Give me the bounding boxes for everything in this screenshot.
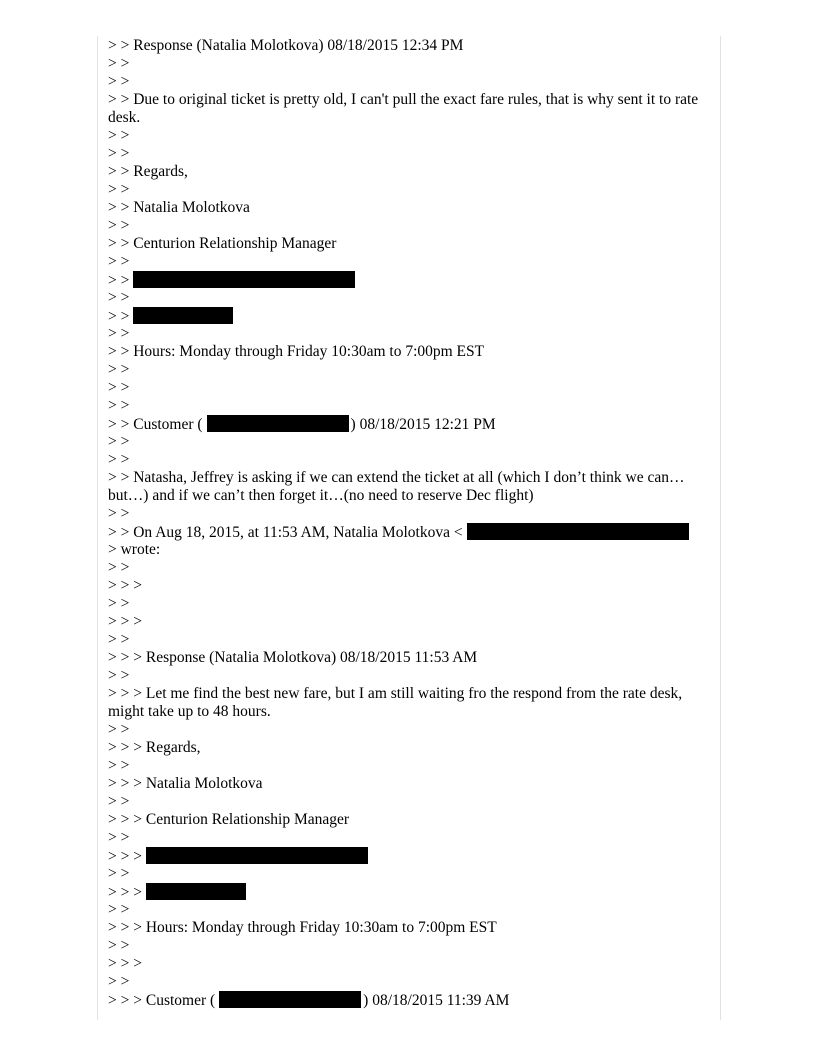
signature-name: > > Natalia Molotkova bbox=[108, 199, 250, 216]
customer-header bbox=[108, 991, 708, 1009]
quote-line: > > bbox=[108, 145, 130, 162]
redacted-line bbox=[108, 847, 708, 865]
redaction-box bbox=[146, 847, 368, 864]
quote-prefix: > > > bbox=[108, 884, 146, 901]
signature-title: > > > Centurion Relationship Manager bbox=[108, 811, 350, 828]
quote-prefix: > > > bbox=[108, 848, 146, 865]
quote-line: > > > bbox=[108, 955, 142, 972]
customer-prefix: > > > Customer ( bbox=[108, 992, 216, 1009]
response-header: > > Response (Natalia Molotkova) 08/18/2015 12:34 PM bbox=[108, 37, 464, 54]
quote-line: > > bbox=[108, 793, 130, 810]
message-body: > > > Let me find the best new fare, but I am still waiting fro the respond from the rate desk, might take up to 48 hours. bbox=[108, 685, 683, 720]
customer-prefix: > > Customer ( bbox=[108, 416, 203, 433]
redaction-box bbox=[133, 307, 233, 324]
quote-line: > > bbox=[108, 397, 130, 414]
quote-line: > > bbox=[108, 829, 130, 846]
quote-line: > > bbox=[108, 631, 130, 648]
redaction-box bbox=[207, 415, 349, 432]
quote-line: > > bbox=[108, 721, 130, 738]
quote-prefix: > > bbox=[108, 272, 134, 289]
quote-line: > > bbox=[108, 325, 130, 342]
reply-attribution-end: > wrote: bbox=[108, 541, 161, 558]
message-body: > > Natasha, Jeffrey is asking if we can extend the ticket at all (which I don’t think we can… but…) and if we can’t then forget it…(no need to reserve Dec flight) bbox=[108, 469, 685, 504]
signature-hours: > > Hours: Monday through Friday 10:30am to 7:00pm EST bbox=[108, 343, 485, 360]
quote-line: > > bbox=[108, 289, 130, 306]
quote-line: > > bbox=[108, 595, 130, 612]
redaction-box bbox=[133, 271, 355, 288]
quote-line: > > bbox=[108, 973, 130, 990]
quote-line: > > bbox=[108, 55, 130, 72]
quote-line: > > > bbox=[108, 613, 142, 630]
redaction-box bbox=[467, 523, 689, 540]
redaction-box bbox=[146, 883, 246, 900]
signature-title: > > Centurion Relationship Manager bbox=[108, 235, 337, 252]
reply-attribution bbox=[108, 523, 708, 541]
redacted-line bbox=[108, 271, 708, 289]
redaction-box bbox=[219, 991, 361, 1008]
quote-line: > > bbox=[108, 433, 130, 450]
signature-name: > > > Natalia Molotkova bbox=[108, 775, 263, 792]
redacted-line bbox=[108, 307, 708, 325]
response-header: > > > Response (Natalia Molotkova) 08/18/2015 11:53 AM bbox=[108, 649, 478, 666]
quote-line: > > bbox=[108, 757, 130, 774]
quote-line: > > bbox=[108, 451, 130, 468]
attribution-text: > > On Aug 18, 2015, at 11:53 AM, Natalia Molotkova < bbox=[108, 524, 463, 541]
quote-line: > > bbox=[108, 361, 130, 378]
quote-line: > > bbox=[108, 217, 130, 234]
quote-line: > > bbox=[108, 127, 130, 144]
quote-prefix: > > bbox=[108, 308, 134, 325]
customer-timestamp: ) 08/18/2015 12:21 PM bbox=[350, 416, 496, 433]
signature-greeting: > > Regards, bbox=[108, 163, 188, 180]
quote-line: > > bbox=[108, 901, 130, 918]
quote-line: > > bbox=[108, 379, 130, 396]
message-body: > > Due to original ticket is pretty old, I can't pull the exact fare rules, that is why sent it to rate desk. bbox=[108, 91, 699, 126]
signature-greeting: > > > Regards, bbox=[108, 739, 201, 756]
signature-hours: > > > Hours: Monday through Friday 10:30am to 7:00pm EST bbox=[108, 919, 497, 936]
quote-line: > > bbox=[108, 181, 130, 198]
quote-line: > > > bbox=[108, 577, 142, 594]
quote-line: > > bbox=[108, 73, 130, 90]
customer-timestamp: ) 08/18/2015 11:39 AM bbox=[363, 992, 510, 1009]
quote-line: > > bbox=[108, 505, 130, 522]
quote-line: > > bbox=[108, 559, 130, 576]
quote-line: > > bbox=[108, 865, 130, 882]
quote-line: > > bbox=[108, 667, 130, 684]
quote-line: > > bbox=[108, 253, 130, 270]
quote-line: > > bbox=[108, 937, 130, 954]
redacted-line bbox=[108, 883, 708, 901]
customer-header bbox=[108, 415, 708, 433]
email-thread bbox=[108, 37, 708, 1009]
